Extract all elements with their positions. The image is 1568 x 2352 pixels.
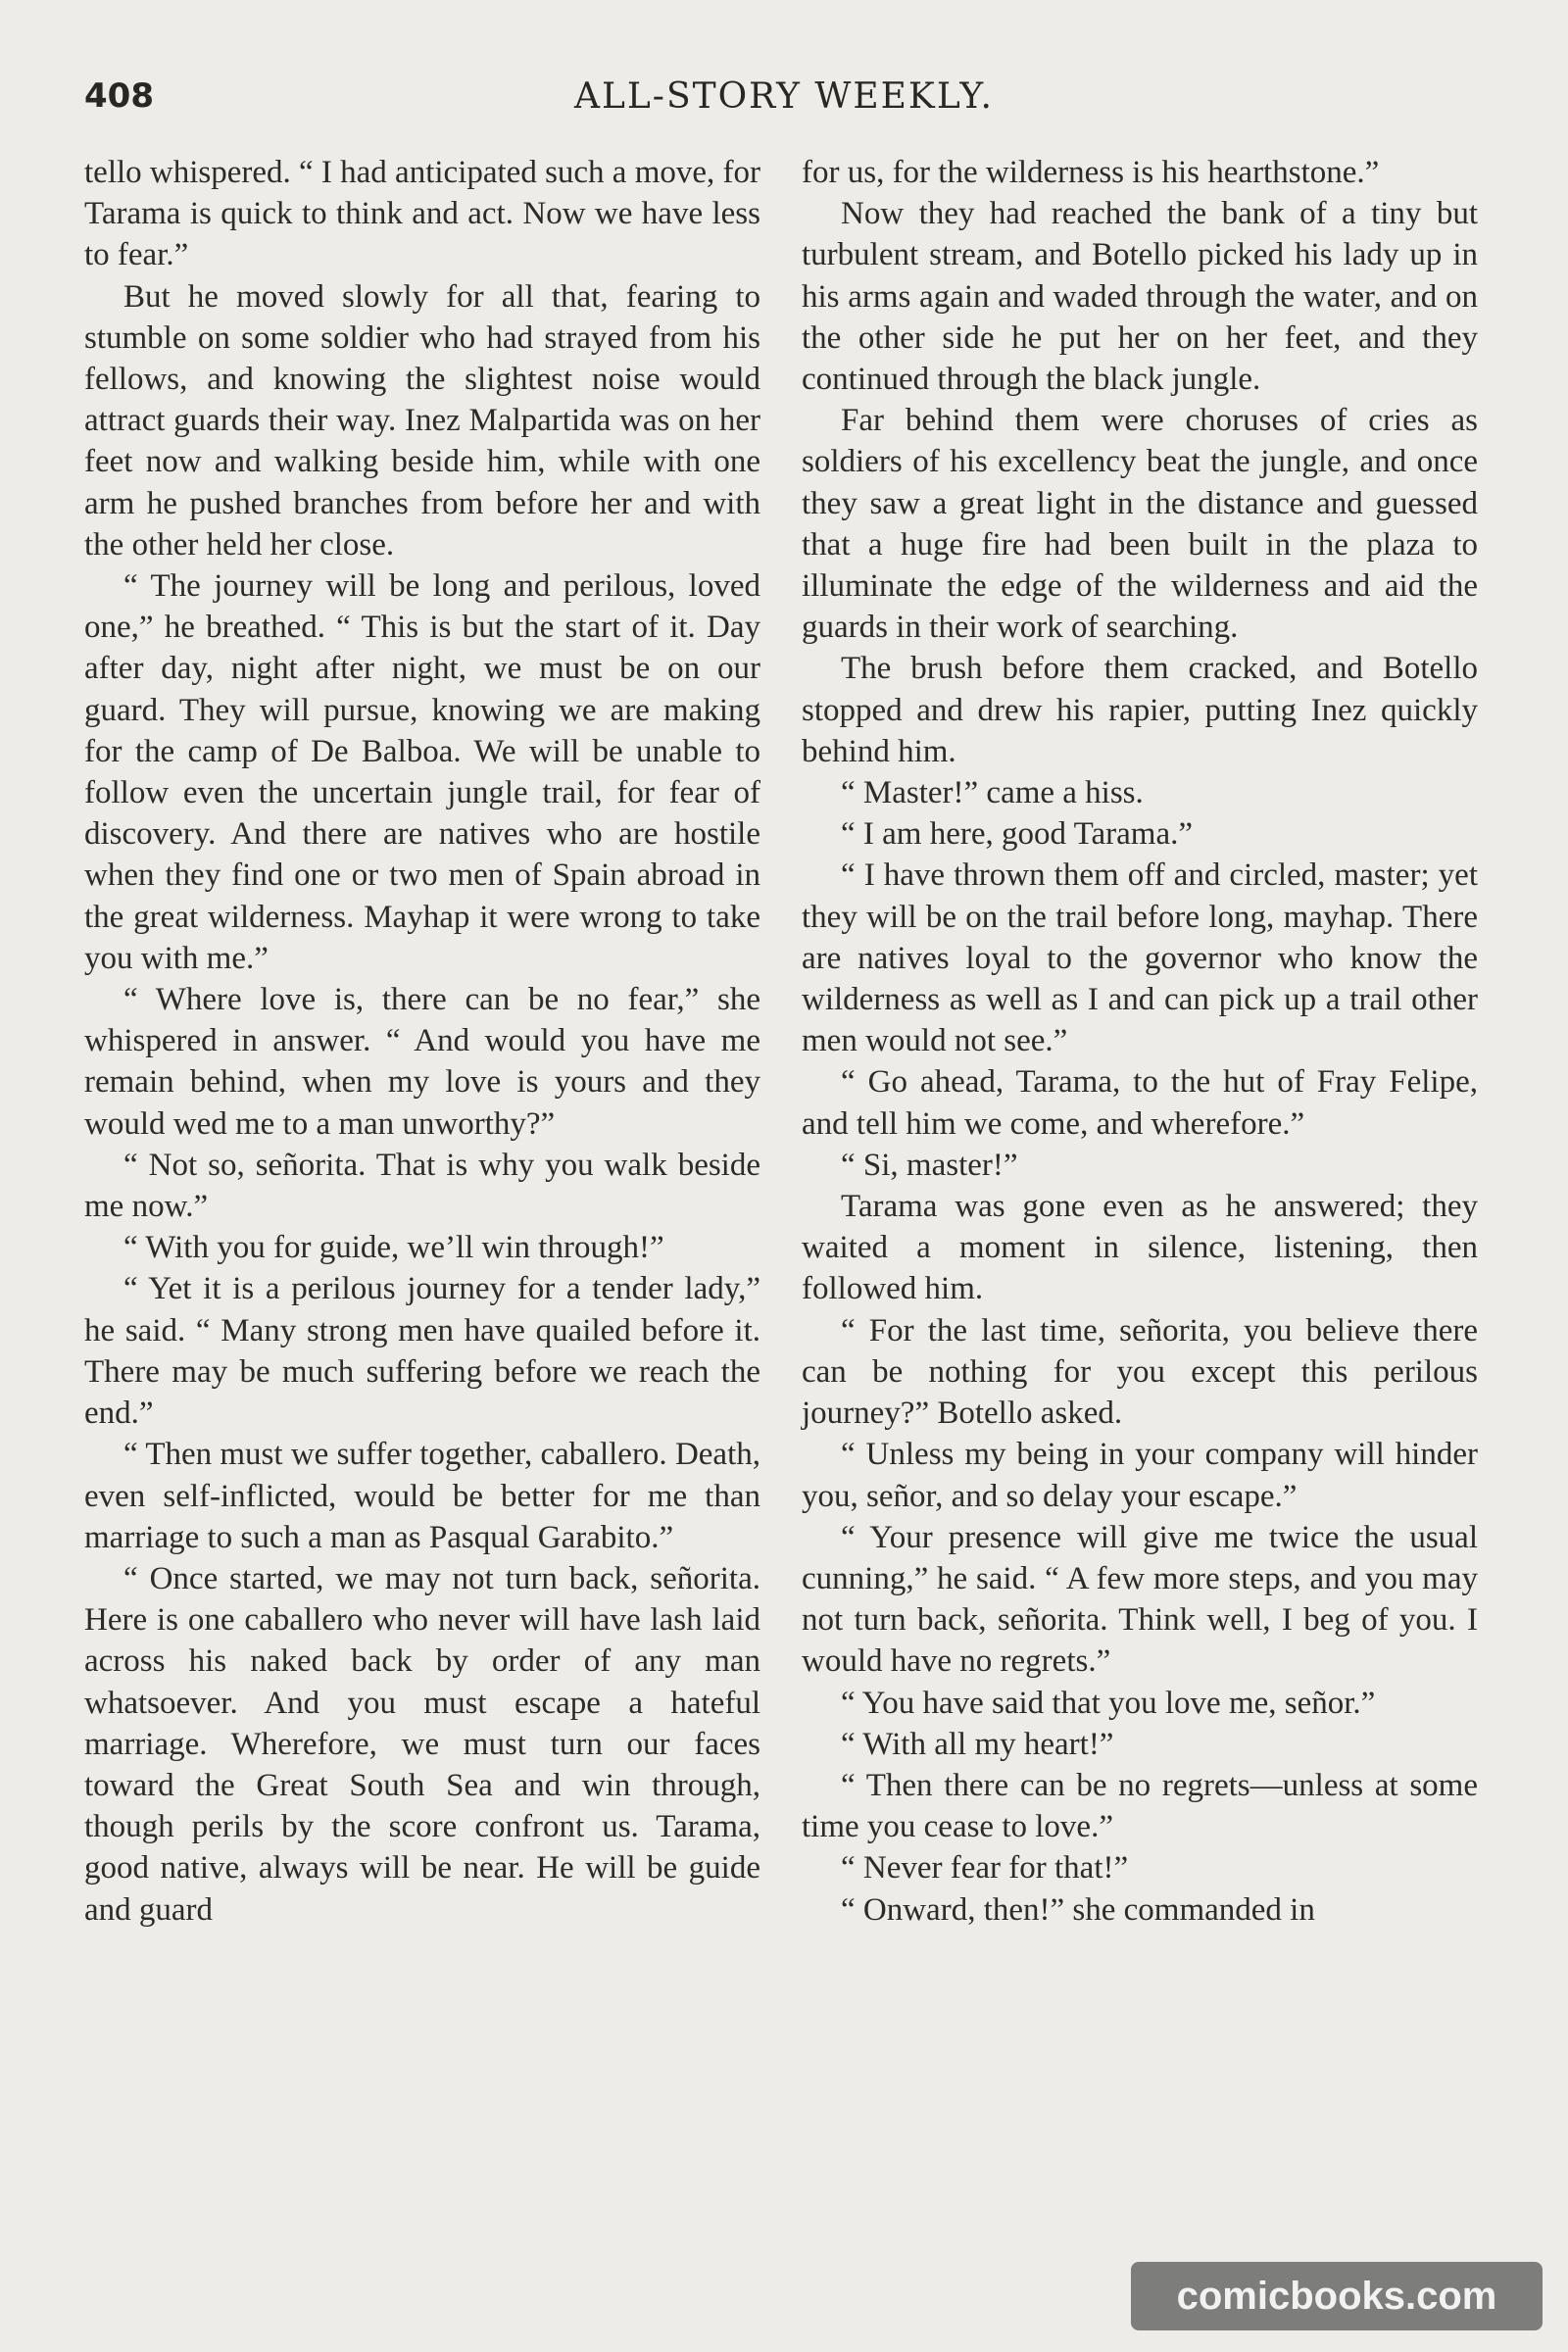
paragraph: Now they had reached the bank of a tiny but turbulent stream, and Botello picked his lady up in his arms again and waded through the water, and on the other side he put her on her feet, and they continued through the black jungle. bbox=[802, 196, 1478, 398]
watermark-logo: comicbooks.com bbox=[1131, 2262, 1543, 2330]
page-number: 408 bbox=[84, 76, 154, 116]
paragraph: But he moved slowly for all that, fearing to stumble on some soldier who had strayed from his fellows, and knowing the slightest noise would attract guards their way. Inez Malpartida was on her feet now and walking beside him, while with one arm he pushed branches from before her and with the other held her close. bbox=[84, 278, 760, 563]
left-column bbox=[84, 152, 760, 1931]
paragraph: tello whispered. “ I had anticipated such a move, for Tarama is quick to think and act. Now we have less to fear.” bbox=[84, 155, 761, 273]
paragraph: Tarama was gone even as he answered; they waited a moment in silence, listening, then followed him. bbox=[802, 1189, 1478, 1307]
paragraph: “ Master!” came a hiss. bbox=[841, 775, 1144, 811]
paragraph: “ Not so, señorita. That is why you walk beside me now.” bbox=[84, 1147, 760, 1225]
paragraph: “ Then there can be no regrets—unless at some time you cease to love.” bbox=[802, 1767, 1478, 1845]
paragraph: “ With you for guide, we’ll win through!” bbox=[123, 1230, 664, 1266]
paragraph: “ I have thrown them off and circled, master; yet they will be on the trail before long, mayhap. There are natives loyal to the governor who know the wilderness as well as I and can pick up a trail other men would not see.” bbox=[802, 858, 1478, 1059]
paragraph: The brush before them cracked, and Botello stopped and drew his rapier, putting Inez quickly behind him. bbox=[802, 651, 1478, 769]
paragraph: “ Onward, then!” she commanded in bbox=[841, 1891, 1315, 1928]
paragraph: “ For the last time, señorita, you believe there can be nothing for you except this perilous journey?” Botello asked. bbox=[802, 1312, 1478, 1432]
paragraph: “ Si, master!” bbox=[841, 1147, 1018, 1183]
page-header bbox=[84, 76, 1484, 127]
paragraph: “ Unless my being in your company will hinder you, señor, and so delay your escape.” bbox=[802, 1437, 1478, 1514]
running-head: ALL-STORY WEEKLY. bbox=[574, 76, 994, 117]
right-column bbox=[802, 152, 1478, 1931]
paragraph: Far behind them were choruses of cries as soldiers of his excellency beat the jungle, and once they saw a great light in the distance and guessed that a huge fire had been built in the plaza to illuminate the edge of the wilderness and aid the guards in their work of searching. bbox=[802, 403, 1478, 646]
paragraph: “ Yet it is a perilous journey for a tender lady,” he said. “ Many strong men have quailed before it. There may be much suffering before we reach the end.” bbox=[84, 1271, 760, 1432]
paragraph: “ The journey will be long and perilous, loved one,” he breathed. “ This is but the start of it. Day after day, night after night, we must be on our guard. They will pursue, knowing we are making for the camp of De Balboa. We will be unable to follow even the uncertain jungle trail, for fear of discovery. And there are natives who are hostile when they find one or two men of Spain abroad in the great wilderness. Mayhap it were wrong to take you with me.” bbox=[84, 568, 760, 976]
paragraph: “ Then must we suffer together, caballero. Death, even self-inflicted, would be better for me than marriage to such a man as Pasqual Garabito.” bbox=[84, 1437, 760, 1555]
paragraph: “ With all my heart!” bbox=[841, 1726, 1114, 1762]
paragraph: “ Where love is, there can be no fear,” she whispered in answer. “ And would you have me remain behind, when my love is yours and they would wed me to a man unworthy?” bbox=[84, 982, 760, 1142]
paragraph: “ Your presence will give me twice the usual cunning,” he said. “ A few more steps, and you may not turn back, señorita. Think well, I beg of you. I would have no regrets.” bbox=[802, 1519, 1478, 1680]
paragraph: for us, for the wilderness is his hearthstone.” bbox=[802, 155, 1380, 190]
paragraph: “ I am here, good Tarama.” bbox=[841, 816, 1193, 853]
paragraph: “ Once started, we may not turn back, señorita. Here is one caballero who never will have lash laid across his naked back by order of any man whatsoever. And you must escape a hateful marriage. Wherefore, we must turn our faces toward the Great South Sea and win through, though perils by the score confront us. Tarama, good native, always will be near. He will be guide and guard bbox=[84, 1560, 760, 1928]
paragraph: “ You have said that you love me, señor.” bbox=[841, 1685, 1376, 1721]
paragraph: “ Never fear for that!” bbox=[841, 1850, 1129, 1886]
paragraph: “ Go ahead, Tarama, to the hut of Fray Felipe, and tell him we come, and wherefore.” bbox=[802, 1064, 1478, 1142]
